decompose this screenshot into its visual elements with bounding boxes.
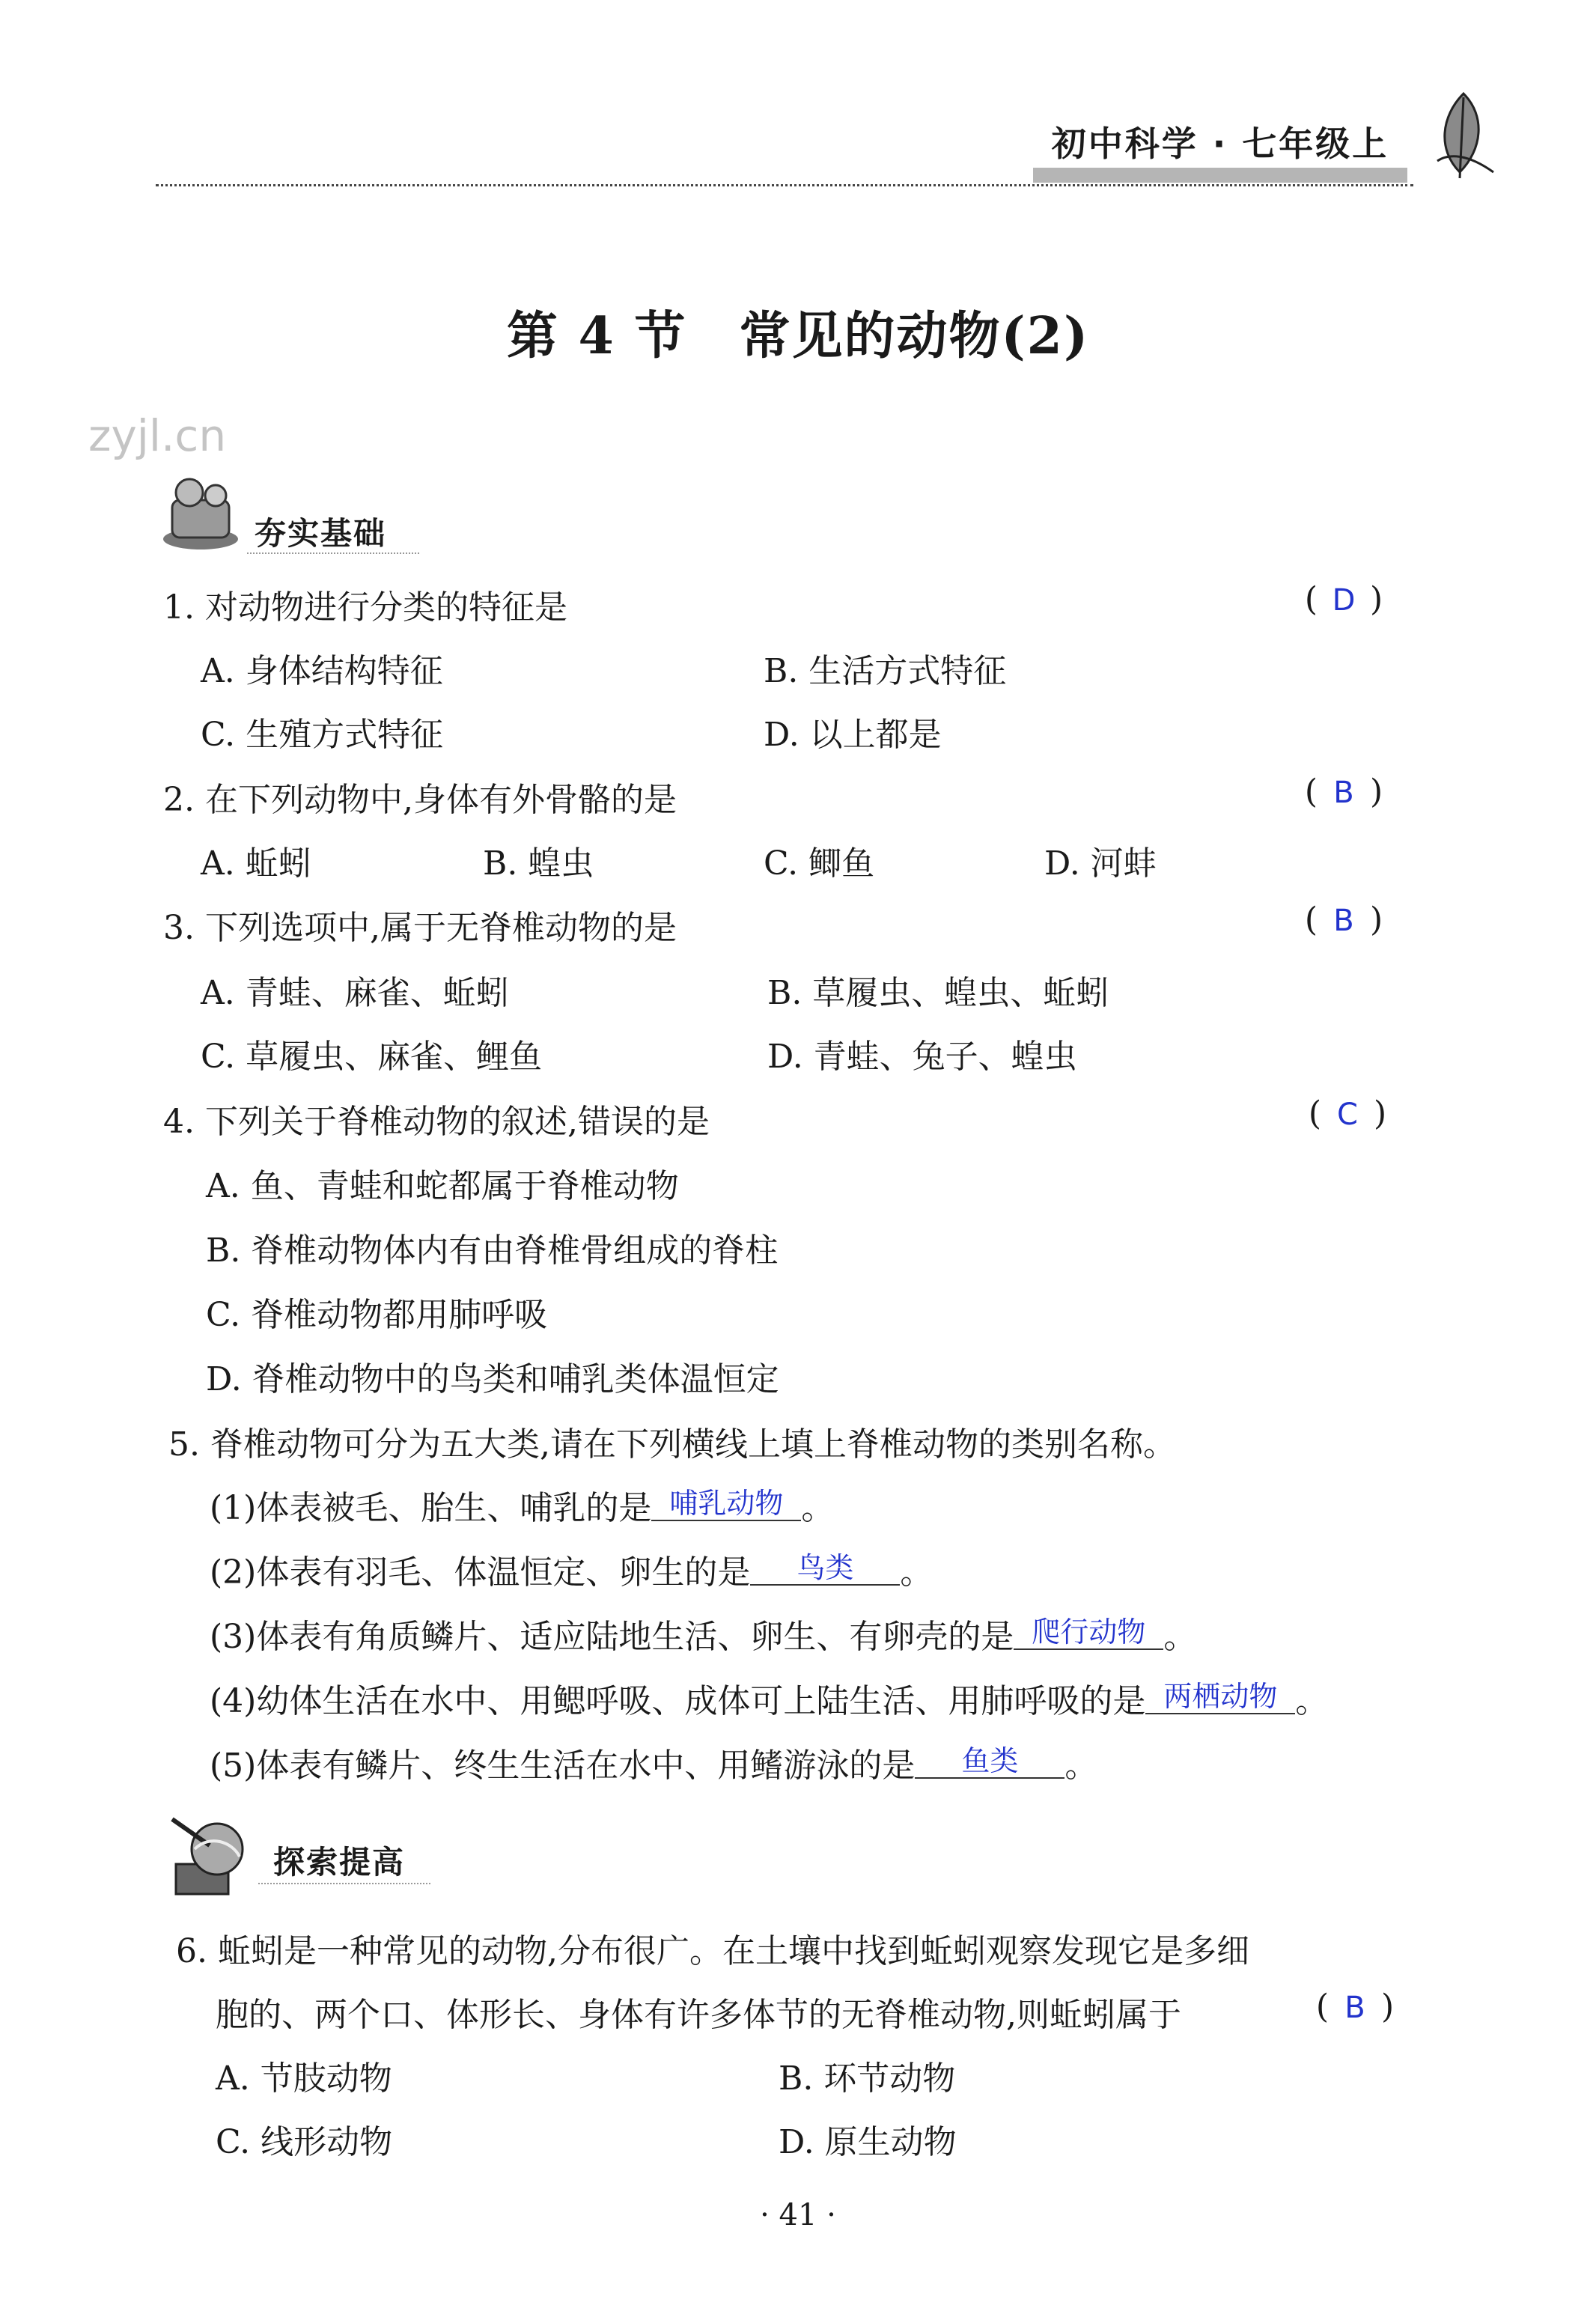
question-6-option-b: B. 环节动物 [779,2059,956,2098]
question-4-option-a: A. 鱼、青蛙和蛇都属于脊椎动物 [206,1167,679,1205]
question-5-blank-5: 鱼类 [915,1744,1064,1779]
question-5-item-1: (1)体表被毛、胎生、哺乳的是 哺乳动物 。 [210,1487,835,1527]
question-6-stem-line-1: 6. 蚯蚓是一种常见的动物,分布很广。在土壤中找到蚯蚓观察发现它是多细 [176,1932,1249,1970]
question-3-option-c: C. 草履虫、麻雀、鲤鱼 [201,1038,543,1076]
question-2-answer-paren: ( B ) [1304,773,1383,811]
question-3-stem: 3. 下列选项中,属于无脊椎动物的是 [163,909,677,947]
question-6-option-c: C. 线形动物 [216,2123,393,2161]
question-5-blank-4: 两栖动物 [1145,1680,1295,1714]
question-6-option-a: A. 节肢动物 [216,2059,392,2098]
leaf-logo-icon [1422,90,1505,187]
question-5-item-2: (2)体表有羽毛、体温恒定、卵生的是 鸟类 。 [210,1551,933,1592]
question-5-blank-3: 爬行动物 [1014,1616,1163,1650]
question-3-option-b: B. 草履虫、蝗虫、蚯蚓 [767,974,1109,1012]
question-6-answer: B [1344,1991,1365,2025]
question-4-option-c: C. 脊椎动物都用肺呼吸 [206,1296,548,1334]
question-4-option-b: B. 脊椎动物体内有由脊椎骨组成的脊柱 [206,1231,779,1270]
watermark: zyjl.cn [88,410,227,461]
question-6-answer-paren: ( B ) [1315,1988,1395,2026]
question-4-answer-paren: ( C ) [1308,1094,1387,1133]
question-4-stem: 4. 下列关于脊椎动物的叙述,错误的是 [163,1103,710,1141]
question-5-blank-2: 鸟类 [750,1551,900,1586]
question-2-option-d: D. 河蚌 [1044,844,1157,883]
question-1-option-d: D. 以上都是 [764,716,942,754]
question-2-option-b: B. 蝗虫 [483,844,594,883]
page-number: · 41 · [760,2198,836,2232]
question-5-blank-1: 哺乳动物 [651,1487,801,1521]
section-explore-title: 探索提高 [273,1844,406,1881]
question-3-answer-paren: ( B ) [1304,901,1383,939]
question-2-option-a: A. 蚯蚓 [201,844,311,883]
question-1-answer: D [1332,583,1356,618]
question-4-option-d: D. 脊椎动物中的鸟类和哺乳类体温恒定 [206,1360,779,1398]
question-1-option-c: C. 生殖方式特征 [201,716,444,754]
question-1-option-b: B. 生活方式特征 [764,652,1007,690]
question-5-stem: 5. 脊椎动物可分为五大类,请在下列横线上填上脊椎动物的类别名称。 [168,1425,1176,1464]
question-5-item-5: (5)体表有鳞片、终生生活在水中、用鳍游泳的是 鱼类 。 [210,1744,1098,1785]
question-2-answer: B [1333,776,1354,810]
question-3-option-a: A. 青蛙、麻雀、蚯蚓 [201,974,509,1012]
section-explore-icon [165,1812,262,1902]
question-6-stem-line-2: 胞的、两个口、体形长、身体有许多体节的无脊椎动物,则蚯蚓属于 [216,1996,1181,2034]
question-4-answer: C [1337,1097,1358,1132]
chapter-title [0,296,1596,368]
section-basic-icon [156,470,246,552]
chapter-number: 第 4 节 [506,306,687,366]
question-2-stem: 2. 在下列动物中,身体有外骨骼的是 [163,781,677,819]
section-basic-title: 夯实基础 [255,515,387,552]
question-5-item-3: (3)体表有角质鳞片、适应陆地生活、卵生、有卵壳的是 爬行动物 。 [210,1616,1197,1656]
section-explore-underline [258,1883,430,1884]
question-6-option-d: D. 原生动物 [779,2123,957,2161]
header-band [1033,168,1407,183]
question-3-answer: B [1333,904,1354,938]
chapter-name: 常见的动物(2) [739,306,1090,366]
question-5-item-4: (4)幼体生活在水中、用鳃呼吸、成体可上陆生活、用肺呼吸的是 两栖动物 。 [210,1680,1329,1720]
book-title: 初中科学 · 七年级上 [1051,124,1389,164]
question-2-option-c: C. 鲫鱼 [764,844,875,883]
question-3-option-d: D. 青蛙、兔子、蝗虫 [767,1038,1077,1076]
header-rule [156,184,1413,186]
question-1-stem: 1. 对动物进行分类的特征是 [163,588,567,627]
question-1-option-a: A. 身体结构特征 [201,652,443,690]
section-basic-underline [247,552,419,554]
question-1-answer-paren: ( D ) [1304,580,1383,618]
